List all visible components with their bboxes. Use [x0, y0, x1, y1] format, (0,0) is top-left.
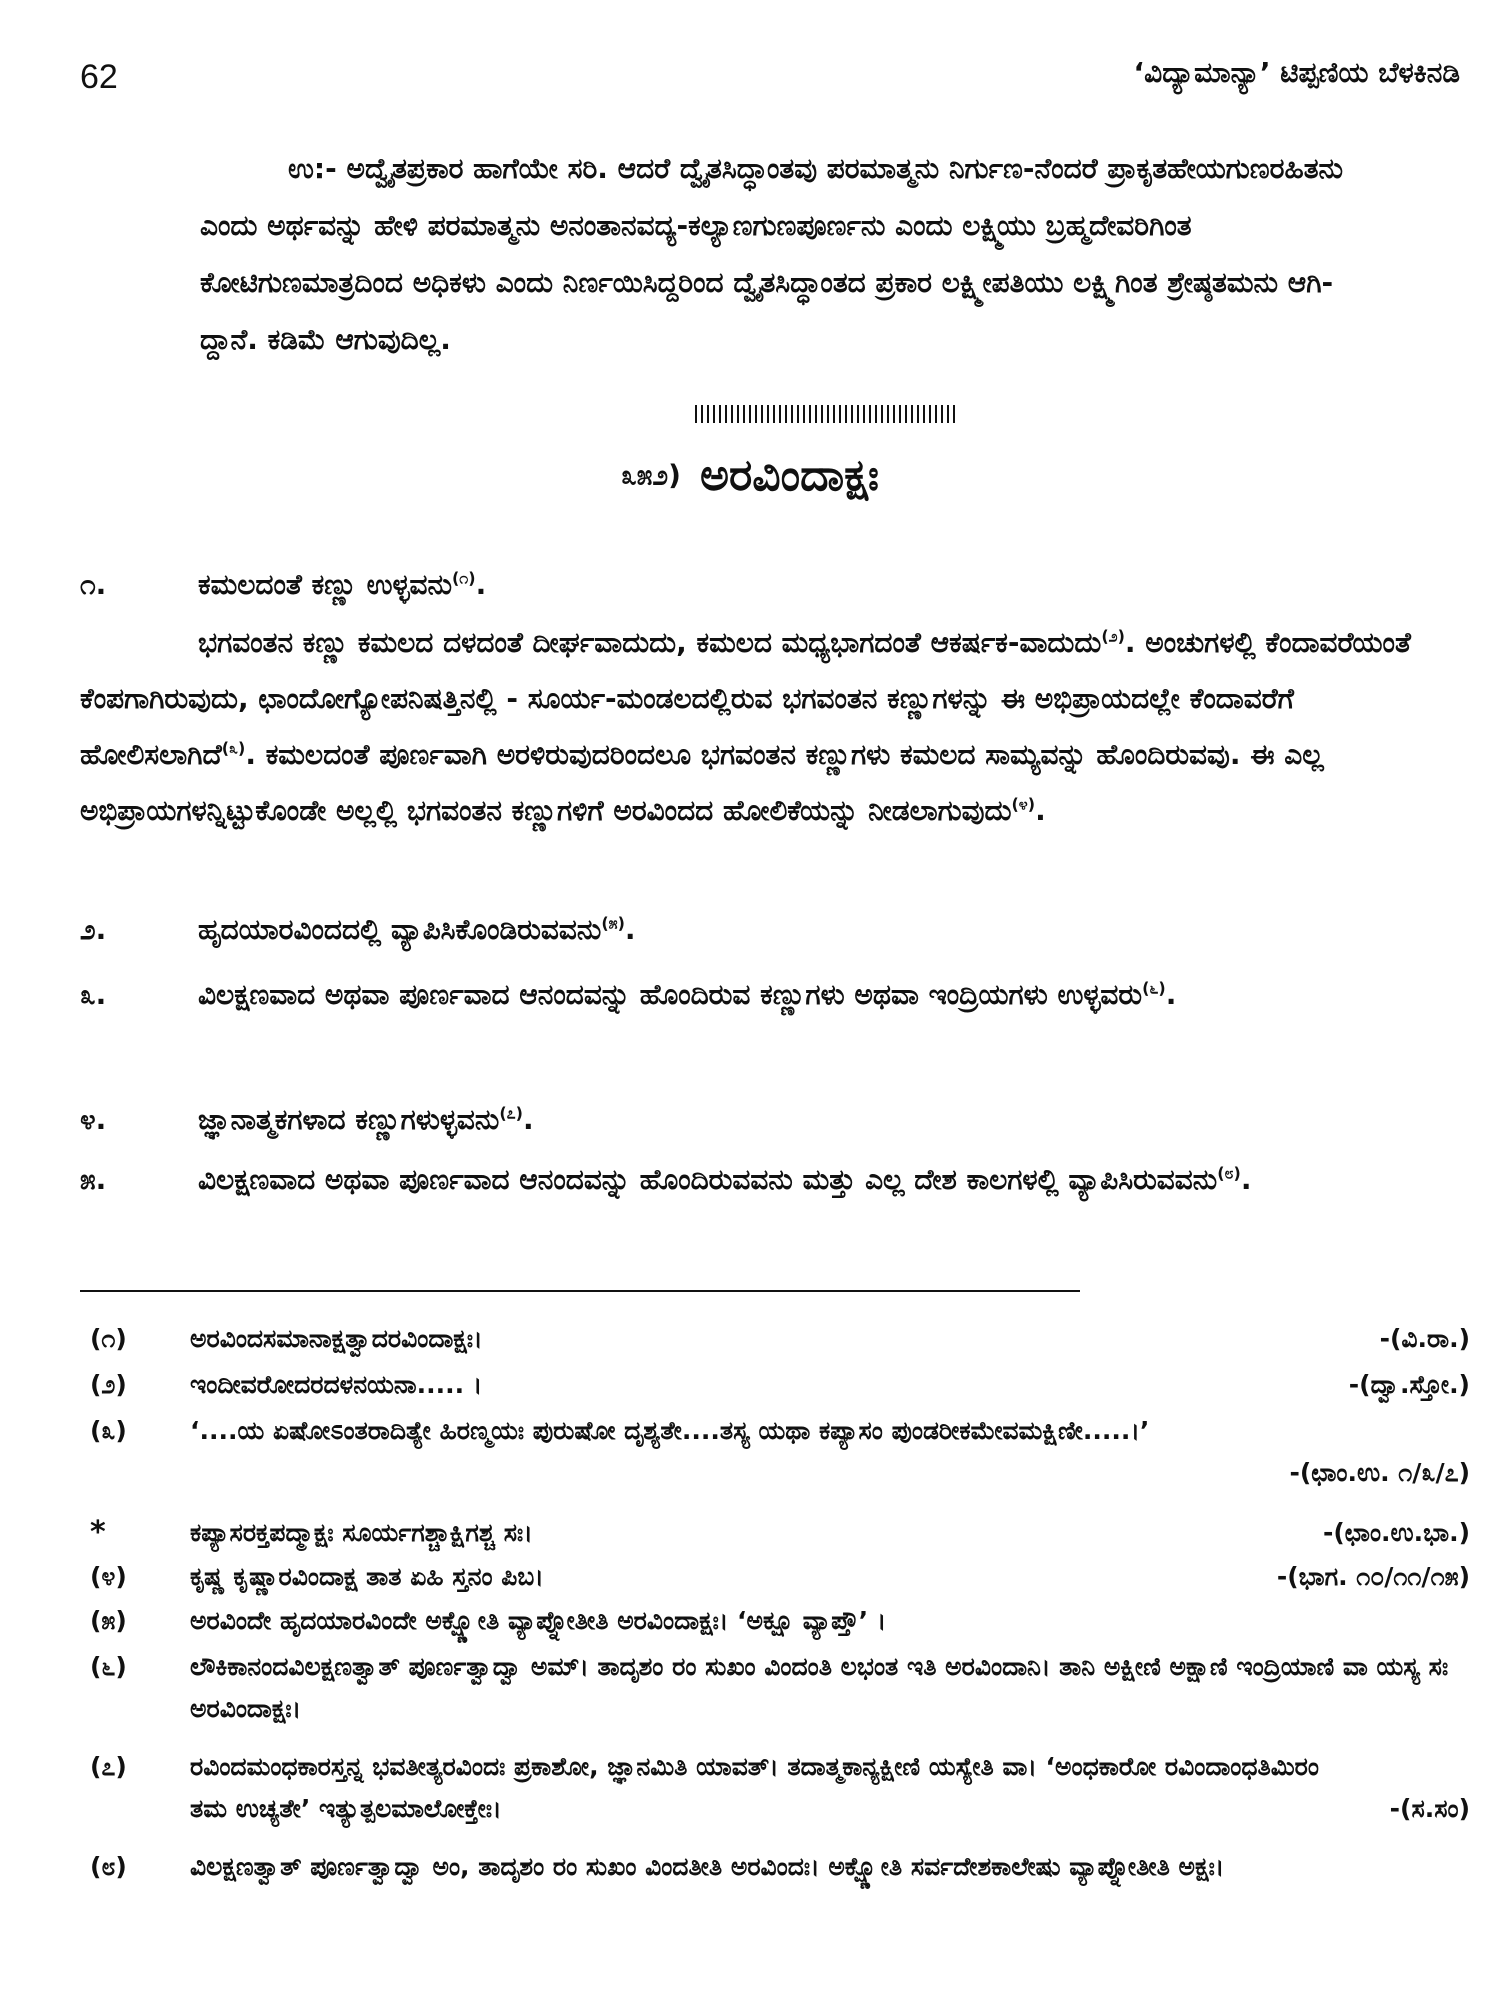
footnote-text: ಅರವಿಂದಸಮಾನಾಕ್ಷತ್ವಾದರವಿಂದಾಕ್ಷಃ। — [190, 1324, 483, 1353]
footnote-source: -(ಛಾಂ.ಉ. ೧/೩/೭) — [1289, 1458, 1470, 1487]
item-ref: (೬) — [1142, 978, 1166, 998]
list-item: ೫. ವಿಲಕ್ಷಣವಾದ ಅಥವಾ ಪೂರ್ಣವಾದ ಆನಂದವನ್ನು ಹೊಂದಿರುವವನು ಮತ್ತು ಎಲ್ಲ ದೇಶ ಕಾಲಗಳಲ್ಲಿ ವ್ಯಾಪಿಸಿರುವವನು$^{(೮)}$. — [80, 1150, 1465, 1270]
item-number: ೨. — [80, 913, 107, 946]
footnote — [90, 1410, 1470, 1500]
body-ref: (೨) — [1101, 626, 1125, 646]
footnote-source: -(ದ್ವಾ.ಸ್ತೋ.) — [1348, 1370, 1470, 1399]
footnote — [90, 1364, 1470, 1406]
body-ref: (೩) — [221, 738, 246, 758]
footnote-mark: (೨) — [90, 1370, 127, 1399]
body-ref: (೪) — [1011, 794, 1036, 814]
page-number: 62 — [80, 58, 118, 96]
footnote-mark: (೬) — [90, 1652, 127, 1681]
footnote-mark: (೩) — [90, 1416, 127, 1445]
footnote — [90, 1600, 1470, 1642]
footnote — [90, 1556, 1470, 1598]
footnote-text: ಇಂದೀವರೋದರದಳನಯನಾ..... । — [190, 1370, 483, 1399]
footnote-mark: (೫) — [90, 1606, 127, 1635]
footnote — [90, 1646, 1470, 1736]
footnote — [90, 1512, 1470, 1554]
running-title: ‘ವಿದ್ಯಾಮಾನ್ಯಾ’ ಟಿಪ್ಪಣಿಯ ಬೆಳಕಿನಡಿ — [1133, 56, 1460, 89]
body-paragraph: ಭಗವಂತನ ಕಣ್ಣು ಕಮಲದ ದಳದಂತೆ ದೀರ್ಘವಾದುದು, ಕಮಲದ ಮಧ್ಯಭಾಗದಂತೆ ಆಕರ್ಷಕ-ವಾದುದು$^{(೨)}$. ಅಂಚುಗಳಲ್ಲಿ ಕೆಂದಾವರೆಯಂತೆ ಕೆಂಪಗಾಗಿರುವುದು, ಛಾಂದೋಗ್ಯೋಪನಿಷತ್ತಿನಲ್ಲಿ - ಸೂರ್ಯ-ಮಂಡಲದಲ್ಲಿರುವ ಭಗವಂತನ ಕಣ್ಣುಗಳನ್ನು ಈ ಅಭಿಪ್ರಾಯದಲ್ಲೇ ಕೆಂದಾವರೆಗೆ ಹೋಲಿಸಲಾಗಿದೆ$^{(೩)}$. ಕಮಲದಂತೆ ಪೂರ್ಣವಾಗಿ ಅರಳಿರುವುದರಿಂದಲೂ ಭಗವಂತನ ಕಣ್ಣುಗಳು ಕಮಲದ ಸಾಮ್ಯವನ್ನು ಹೊಂದಿರುವವು. ಈ ಎಲ್ಲ ಅಭಿಪ್ರಾಯಗಳನ್ನಿಟ್ಟುಕೊಂಡೇ ಅಲ್ಲಲ್ಲಿ ಭಗವಂತನ ಕಣ್ಣುಗಳಿಗೆ ಅರವಿಂದದ ಹೋಲಿಕೆಯನ್ನು ನೀಡಲಾಗುವುದು$^{(೪)}$. — [80, 626, 1411, 827]
footnote-text: ‘....ಯ ಏಷೋಽಂತರಾದಿತ್ಯೇ ಹಿರಣ್ಮಯಃ ಪುರುಷೋ ದೃಶ್ಯತೇ....ತಸ್ಯ ಯಥಾ ಕಪ್ಯಾಸಂ ಪುಂಡರೀಕಮೇವಮಕ್ಷಿಣೀ.....।’ — [190, 1416, 1150, 1445]
footnote-mark: (೮) — [90, 1852, 127, 1881]
footnote-source: -(ಛಾಂ.ಉ.ಭಾ.) — [1323, 1518, 1470, 1547]
footnote-text: ಅರವಿಂದೇ ಹೃದಯಾರವಿಂದೇ ಅಕ್ಷ್ಣೋತಿ ವ್ಯಾಪ್ನೋತೀತಿ ಅರವಿಂದಾಕ್ಷಃ। ‘ಅಕ್ಷೂ ವ್ಯಾಪ್ತೌ’ । — [190, 1606, 887, 1635]
section-divider — [695, 405, 955, 423]
list-item: ೪. ಜ್ಞಾನಾತ್ಮಕಗಳಾದ ಕಣ್ಣುಗಳುಳ್ಳವನು$^{(೭)}$. — [80, 1090, 1465, 1150]
list-item: ೨. ಹೃದಯಾರವಿಂದದಲ್ಲಿ ವ್ಯಾಪಿಸಿಕೊಂಡಿರುವವನು$^{(೫)}$. — [80, 900, 1465, 960]
item-text: ಹೃದಯಾರವಿಂದದಲ್ಲಿ ವ್ಯಾಪಿಸಿಕೊಂಡಿರುವವನು — [198, 913, 602, 946]
footnote-mark: (೧) — [90, 1324, 127, 1353]
footnote — [90, 1318, 1470, 1360]
item-ref: (೮) — [1217, 1163, 1241, 1183]
section-number: ೩೫೨) — [621, 458, 681, 492]
section-name: ಅರವಿಂದಾಕ್ಷಃ — [700, 450, 879, 501]
list-item: ೩. ವಿಲಕ್ಷಣವಾದ ಅಥವಾ ಪೂರ್ಣವಾದ ಆನಂದವನ್ನು ಹೊಂದಿರುವ ಕಣ್ಣುಗಳು ಅಥವಾ ಇಂದ್ರಿಯಗಳು ಉಳ್ಳವರು$^{(೬)}$. — [80, 965, 1465, 1085]
item-number: ೧. — [80, 568, 107, 601]
footnote-text: ಕೃಷ್ಣ ಕೃಷ್ಣಾರವಿಂದಾಕ್ಷ ತಾತ ಏಹಿ ಸ್ತನಂ ಪಿಬ। — [190, 1562, 544, 1591]
list-item: ೧. ಕಮಲದಂತೆ ಕಣ್ಣು ಉಳ್ಳವನು$^{(೧)}$. — [80, 555, 1465, 615]
item-number: ೫. — [80, 1163, 107, 1196]
footnote-rule — [80, 1290, 1080, 1292]
footnote-source: -(ಭಾಗ. ೧೦/೧೧/೧೫) — [1276, 1562, 1470, 1591]
item-ref: (೧) — [451, 568, 476, 588]
footnote — [90, 1846, 1470, 1936]
item-ref: (೭) — [499, 1103, 523, 1123]
footnote-text: ಲೌಕಿಕಾನಂದವಿಲಕ್ಷಣತ್ವಾತ್ ಪೂರ್ಣತ್ವಾದ್ವಾ ಅಮ್। ತಾದೃಶಂ ರಂ ಸುಖಂ ವಿಂದಂತಿ ಲಭಂತ ಇತಿ ಅರವಿಂದಾನಿ। ತಾನಿ ಅಕ್ಷೀಣಿ ಅಕ್ಷಾಣಿ ಇಂದ್ರಿಯಾಣಿ ವಾ ಯಸ್ಯ ಸಃ ಅರವಿಂದಾಕ್ಷಃ। — [190, 1652, 1449, 1723]
footnote-text: ಕಪ್ಯಾಸರಕ್ತಪದ್ಮಾಕ್ಷಃ ಸೂರ್ಯಗಶ್ಚಾಕ್ಷಿಗಶ್ಚ ಸಃ। — [190, 1518, 533, 1547]
item-text: ಜ್ಞಾನಾತ್ಮಕಗಳಾದ ಕಣ್ಣುಗಳುಳ್ಳವನು — [198, 1103, 500, 1136]
item-text: ಕಮಲದಂತೆ ಕಣ್ಣು ಉಳ್ಳವನು — [198, 568, 452, 601]
intro-paragraph: ಉ:- ಅದ್ವೈತಪ್ರಕಾರ ಹಾಗೆಯೇ ಸರಿ. ಆದರೆ ದ್ವೈತಸಿದ್ಧಾಂತವು ಪರಮಾತ್ಮನು ನಿರ್ಗುಣ-ನೆಂದರೆ ಪ್ರಾಕೃತಹೇಯಗುಣರಹಿತನು ಎಂದು ಅರ್ಥವನ್ನು ಹೇಳಿ ಪರಮಾತ್ಮನು ಅನಂತಾನವದ್ಯ-ಕಲ್ಯಾಣಗುಣಪೂರ್ಣನು ಎಂದು ಲಕ್ಷ್ಮಿಯು ಬ್ರಹ್ಮದೇವರಿಗಿಂತ ಕೋಟಿಗುಣಮಾತ್ರದಿಂದ ಅಧಿಕಳು ಎಂದು ನಿರ್ಣಯಿಸಿದ್ದರಿಂದ ದ್ವೈತಸಿದ್ಧಾಂತದ ಪ್ರಕಾರ ಲಕ್ಷ್ಮೀಪತಿಯು ಲಕ್ಷ್ಮಿಗಿಂತ ಶ್ರೇಷ್ಠತಮನು ಆಗಿ-ದ್ದಾನೆ. ಕಡಿಮೆ ಆಗುವುದಿಲ್ಲ. — [200, 152, 1344, 356]
footnote-mark: (೪) — [90, 1562, 127, 1591]
section-heading — [0, 450, 1500, 501]
asterisk-mark: * — [90, 1515, 106, 1550]
footnote-text: ರವಿಂದಮಂಧಕಾರಸ್ತನ್ನ ಭವತೀತ್ಯರವಿಂದಃ ಪ್ರಕಾಶೋ, ಜ್ಞಾನಮಿತಿ ಯಾವತ್। ತದಾತ್ಮಕಾನ್ಯಕ್ಷೀಣಿ ಯಸ್ಯೇತಿ ವಾ। ‘ಅಂಧಕಾರೋ ರವಿಂದಾಂಧತಿಮಿರಂ ತಮ ಉಚ್ಯತೇ’ ಇತ್ಯುತ್ಪಲಮಾಲೋಕ್ತೇಃ। — [190, 1752, 1319, 1823]
footnote — [90, 1746, 1470, 1836]
footnote-source: -(ಸ.ಸಂ) — [1389, 1794, 1470, 1823]
footnote-text: ವಿಲಕ್ಷಣತ್ವಾತ್ ಪೂರ್ಣತ್ವಾದ್ವಾ ಅಂ, ತಾದೃಶಂ ರಂ ಸುಖಂ ವಿಂದತೀತಿ ಅರವಿಂದಃ। ಅಕ್ಷ್ಣೋತಿ ಸರ್ವದೇಶಕಾಲೇಷು ವ್ಯಾಪ್ನೋತೀತಿ ಅಕ್ಷಃ। — [190, 1852, 1225, 1881]
item-text: ವಿಲಕ್ಷಣವಾದ ಅಥವಾ ಪೂರ್ಣವಾದ ಆನಂದವನ್ನು ಹೊಂದಿರುವ ಕಣ್ಣುಗಳು ಅಥವಾ ಇಂದ್ರಿಯಗಳು ಉಳ್ಳವರು — [198, 978, 1143, 1011]
item-number: ೪. — [80, 1103, 107, 1136]
item-text: ವಿಲಕ್ಷಣವಾದ ಅಥವಾ ಪೂರ್ಣವಾದ ಆನಂದವನ್ನು ಹೊಂದಿರುವವನು ಮತ್ತು ಎಲ್ಲ ದೇಶ ಕಾಲಗಳಲ್ಲಿ ವ್ಯಾಪಿಸಿರುವವನು — [198, 1163, 1218, 1196]
item-number: ೩. — [80, 978, 107, 1011]
item-ref: (೫) — [601, 913, 625, 933]
footnote-mark: (೭) — [90, 1752, 127, 1781]
footnote-source: -(ವಿ.ರಾ.) — [1379, 1324, 1470, 1353]
